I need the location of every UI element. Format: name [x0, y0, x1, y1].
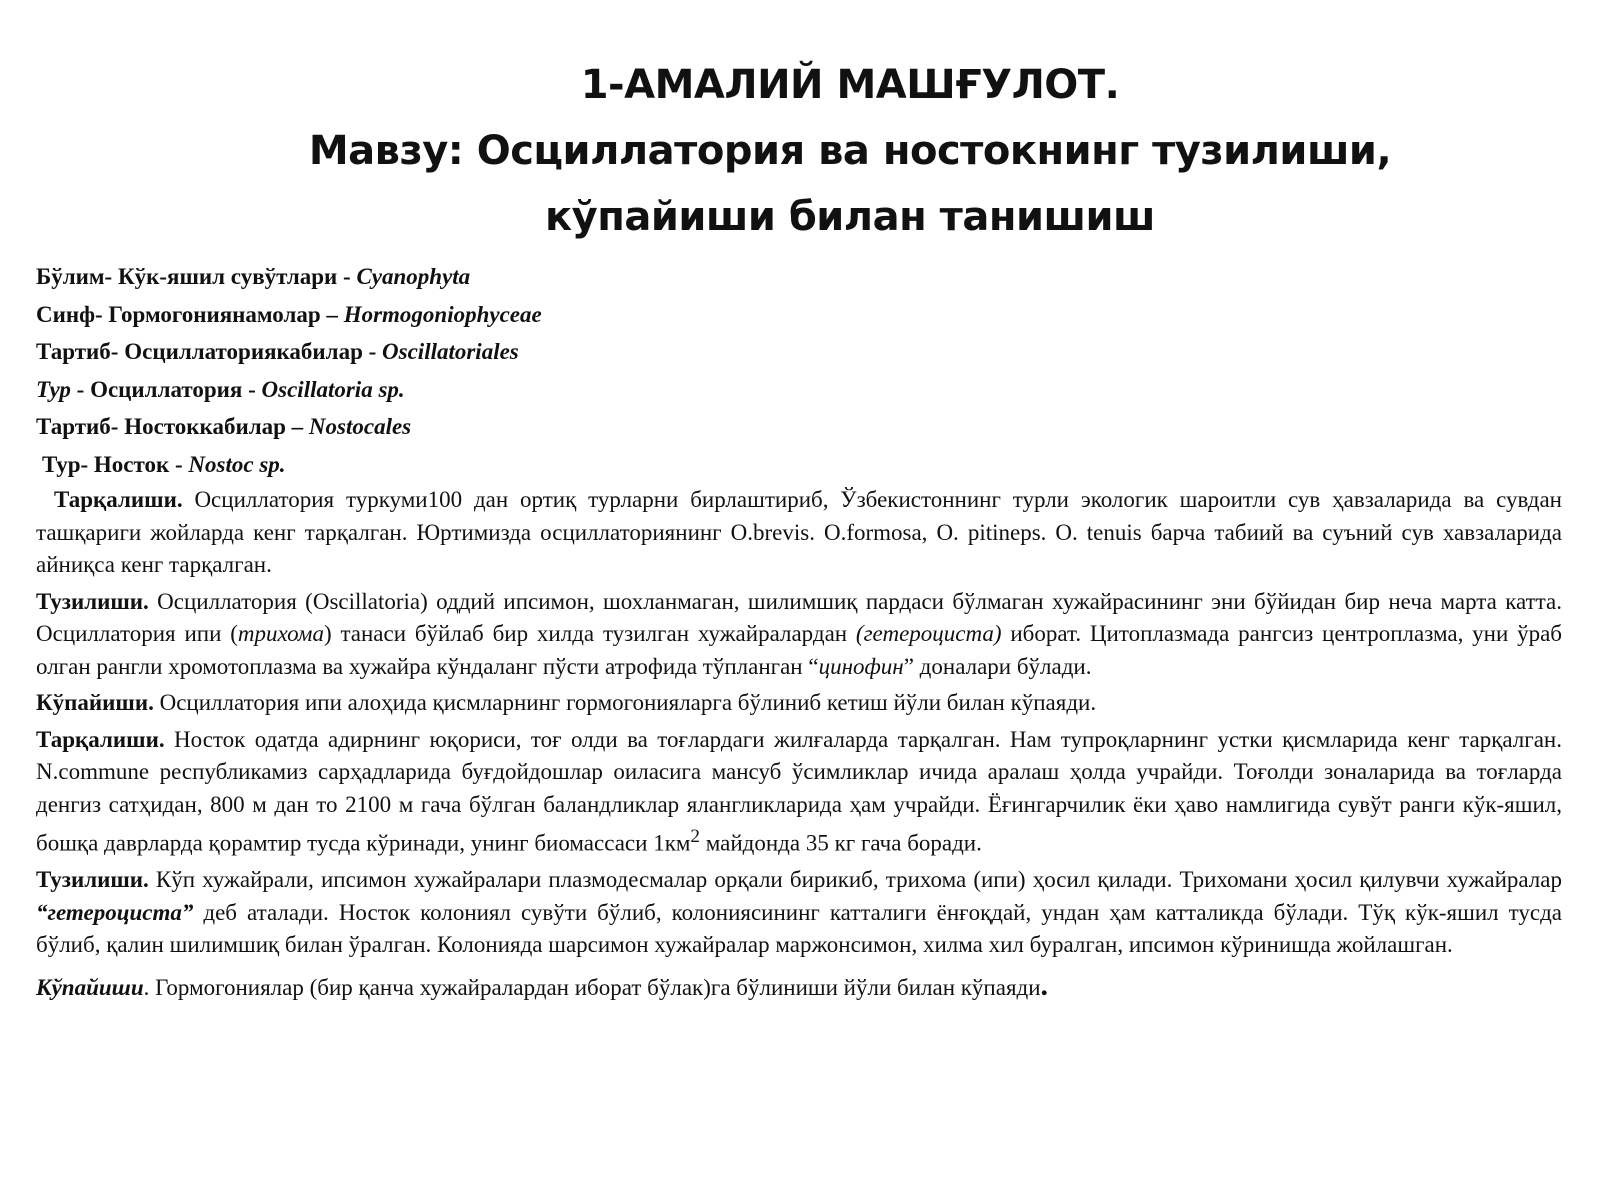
paragraph-term: трихома: [237, 621, 324, 646]
paragraph-text: . Гормогониялар (бир қанча хужайралардан иборат бўлак)га бўлиниши йўли билан кўпаяди: [143, 974, 1041, 1000]
taxonomy-latin: Cyanophyta: [356, 264, 471, 289]
paragraph-text: Кўп хужайрали, ипсимон хужайралари плазмодесмалар орқали бирикиб, трихома (ипи) ҳосил қилади. Трихомани ҳосил қилувчи хужайралар: [148, 867, 1562, 893]
taxonomy-latin: Oscillatoria sp.: [261, 376, 405, 402]
taxonomy-latin: Oscillatoriales: [382, 339, 519, 364]
taxonomy-rank: Бўлим- Кўк-яшил сувўтлари -: [36, 264, 357, 289]
taxonomy-genus-oscillatoria: [36, 371, 542, 409]
body-text: [36, 484, 1562, 1008]
paragraph-oscillatoria-structure: [36, 586, 1562, 684]
paragraph-label: Тузилиши.: [36, 588, 149, 614]
paragraph-text: Осциллатория ипи алоҳида қисмларнинг гормогонияларга бўлиниб кетиш йўли билан кўпаяди.: [153, 690, 1097, 715]
paragraph-nostoc-distribution: [36, 724, 1562, 861]
taxonomy-rank: Синф- Гормогониянамолар –: [36, 301, 344, 327]
paragraph-term: цинофин: [818, 653, 904, 679]
page-title: [250, 52, 1450, 250]
paragraph-oscillatoria-reproduction: [36, 687, 1562, 720]
taxonomy-rank: Тартиб- Ностоккабилар –: [36, 414, 309, 439]
title-line-3: кўпайиши билан танишиш: [545, 194, 1155, 240]
paragraph-label: Тарқалиши.: [36, 726, 165, 752]
paragraph-text: ” доналари бўлади.: [903, 653, 1092, 679]
superscript: 2: [690, 826, 700, 847]
taxonomy-rank-italic: Тур: [36, 376, 71, 402]
taxonomy-latin: Nostoc sp.: [188, 451, 286, 477]
paragraph-nostoc-reproduction: [36, 970, 1562, 1005]
taxonomy-latin: Nostocales: [308, 414, 412, 439]
paragraph-text: майдонда 35 кг гача боради.: [700, 830, 982, 856]
paragraph-text: иборат. Цитоплазмада рангсиз центроплазма, уни ўраб олган рангли хромотоплазма ва хужайра кўндаланг пўсти атрофида тўпланган “: [36, 621, 1563, 679]
taxonomy-class: [36, 296, 542, 334]
paragraph-end-mark: .: [1040, 968, 1049, 1002]
paragraph-nostoc-structure: [36, 864, 1562, 962]
paragraph-text: деб аталади. Носток колониял сувўти бўлиб, колониясининг катталиги ёнғоқдай, ундан ҳам катталикда бўлади. Тўқ кўк-яшил тусда бўлиб, қалин шилимшиқ билан ўралган. Колонияда шарсимон хужайралар маржонсимон, хилма хил буралган, ипсимон кўринишда жойлашган.: [36, 899, 1562, 958]
paragraph-term: (гетероциста): [855, 621, 1002, 646]
taxonomy-order-nostocales: [36, 408, 542, 446]
paragraph-text: Осциллатория туркуми100 дан ортиқ турларни бирлаштириб, Ўзбекистоннинг турли экологик шароитли сув ҳавзаларида ва сувдан ташқариги жойларда кенг тарқалган. Юртимизда осциллаториянинг O.brevis. O.formosa, O. pitineps. O. tenuis барча табиий ва суъний сув хавзаларида айниқса кенг тарқалган.: [36, 487, 1562, 577]
taxonomy-list: [36, 258, 542, 483]
paragraph-label: Тарқалиши.: [54, 487, 183, 512]
taxonomy-rank: Тур- Носток -: [42, 451, 189, 477]
paragraph-label: Кўпайиши: [36, 974, 144, 1000]
paragraph-oscillatoria-distribution: [36, 484, 1562, 582]
taxonomy-order-oscillatoriales: [36, 333, 542, 371]
taxonomy-latin: Hormogoniophyceae: [343, 301, 542, 327]
taxonomy-rank: - Осциллатория -: [70, 376, 262, 402]
paragraph-term: “гетероциста”: [36, 899, 194, 925]
paragraph-text: ) танаси бўйлаб бир хилда тузилган хужайралардан: [323, 621, 856, 646]
title-line-2: Мавзу: Осциллатория ва ностокнинг тузилиши,: [308, 128, 1392, 174]
taxonomy-rank: Тартиб- Осциллаториякабилар -: [36, 339, 383, 364]
title-line-1: 1-АМАЛИЙ МАШҒУЛОТ.: [580, 62, 1120, 108]
paragraph-label: Кўпайиши.: [36, 690, 154, 715]
paragraph-label: Тузилиши.: [36, 867, 149, 893]
taxonomy-division: [36, 258, 542, 296]
taxonomy-genus-nostoc: [36, 446, 542, 484]
paragraph-text: Осциллатория (Oscillatoria) оддий ипсимон, шохланмаган, шилимшиқ пардаси бўлмаган хужайрасининг эни бўйидан бир неча марта катта. Осциллатория ипи (: [36, 588, 1562, 646]
paragraph-text: Носток одатда адирнинг юқориси, тоғ олди ва тоғлардаги жилғаларда тарқалган. Нам тупроқларнинг устки қисмларида кенг тарқалган. N.commune республикамиз сарҳадларида буғдойдошлар оиласига мансуб ўсимликлар ичида аралаш ҳолда учрайди. Тоғолди зоналарида ва тоғларда денгиз сатҳидан, 800 м дан то 2100 м гача бўлган баландликлар ялангликларида ҳам учрайди. Ёғингарчилик ёки ҳаво намлигида сувўт ранги кўк-яшил, бошқа даврларда қорамтир тусда кўринади, унинг биомассаси 1км: [36, 726, 1562, 856]
